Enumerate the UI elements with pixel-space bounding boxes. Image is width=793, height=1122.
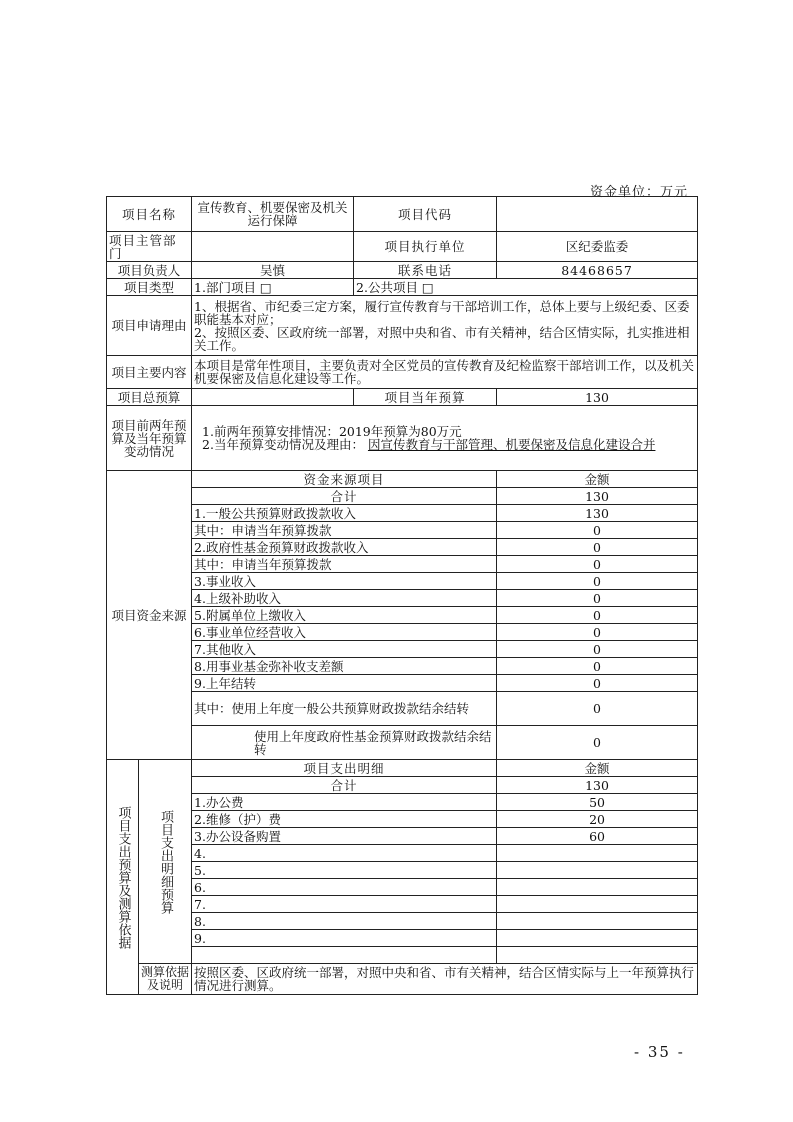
funding-item: 9.上年结转 xyxy=(192,675,497,692)
expense-item: 9. xyxy=(192,930,497,947)
total-budget-value xyxy=(192,389,354,406)
project-budget-form xyxy=(106,196,698,995)
row-project-name xyxy=(107,197,698,232)
reason-value xyxy=(192,296,698,356)
fund-unit-label: 资金单位：万元 xyxy=(590,185,689,200)
funding-row xyxy=(107,573,698,590)
expense-section-text: 项目支出预算及测算依据 xyxy=(115,805,131,949)
expense-amount: 60 xyxy=(497,828,698,845)
phone-value: 84468657 xyxy=(497,262,698,279)
funding-row xyxy=(107,675,698,692)
expense-amount xyxy=(497,845,698,862)
expense-row xyxy=(107,896,698,913)
project-type-label: 项目类型 xyxy=(107,279,192,296)
expense-row xyxy=(107,811,698,828)
expense-item: 8. xyxy=(192,913,497,930)
expense-row xyxy=(107,828,698,845)
row-main-content xyxy=(107,356,698,389)
funding-section-label: 项目资金来源 xyxy=(107,471,192,760)
funding-item: 其中：申请当年预算拨款 xyxy=(192,556,497,573)
row-project-type xyxy=(107,279,698,296)
budget-change-line-2 xyxy=(194,438,695,451)
funding-amount: 0 xyxy=(497,539,698,556)
funding-amount: 0 xyxy=(497,641,698,658)
project-name-value: 宣传教育、机要保密及机关运行保障 xyxy=(192,197,354,232)
exec-unit-label: 项目执行单位 xyxy=(354,232,497,262)
current-budget-value: 130 xyxy=(497,389,698,406)
funding-row xyxy=(107,607,698,624)
current-budget-label: 项目当年预算 xyxy=(354,389,497,406)
project-code-label: 项目代码 xyxy=(354,197,497,232)
funding-header-row xyxy=(107,471,698,488)
row-owner xyxy=(107,262,698,279)
budget-change-label: 项目前两年预算及当年预算变动情况 xyxy=(107,406,192,471)
exec-unit-value: 区纪委监委 xyxy=(497,232,698,262)
phone-label: 联系电话 xyxy=(354,262,497,279)
funding-amount: 0 xyxy=(497,607,698,624)
funding-row xyxy=(107,641,698,658)
department-value xyxy=(192,232,354,262)
expense-detail-text: 项目支出明细预算 xyxy=(158,809,173,914)
funding-amount: 0 xyxy=(497,556,698,573)
funding-row xyxy=(107,624,698,641)
funding-amount: 0 xyxy=(497,675,698,692)
expense-section-label xyxy=(107,760,139,995)
project-type-option-dept: 1.部门项目 □ xyxy=(192,279,354,296)
funding-item: 其中：使用上年度一般公共预算财政拨款结余结转 xyxy=(192,692,497,726)
expense-amount xyxy=(497,947,698,964)
funding-row xyxy=(107,522,698,539)
expense-row xyxy=(107,930,698,947)
funding-amount: 0 xyxy=(497,726,698,760)
expense-amount: 130 xyxy=(497,777,698,794)
expense-row xyxy=(107,862,698,879)
owner-value: 吴慎 xyxy=(192,262,354,279)
budget-change-prefix: 2.当年预算变动情况及理由： xyxy=(202,437,364,452)
budget-change-line-1: 1.前两年预算安排情况：2019年预算为80万元 xyxy=(202,424,462,439)
row-budget-change xyxy=(107,406,698,471)
expense-amount xyxy=(497,913,698,930)
funding-item: 5.附属单位上缴收入 xyxy=(192,607,497,624)
expense-item: 3.办公设备购置 xyxy=(192,828,497,845)
row-budget-total xyxy=(107,389,698,406)
expense-detail-label xyxy=(139,760,192,964)
expense-item: 合计 xyxy=(192,777,497,794)
funding-item: 合计 xyxy=(192,488,497,505)
expense-row xyxy=(107,879,698,896)
funding-amount: 0 xyxy=(497,692,698,726)
funding-item: 4.上级补助收入 xyxy=(192,590,497,607)
expense-amount xyxy=(497,862,698,879)
expense-item: 5. xyxy=(192,862,497,879)
funding-amount: 0 xyxy=(497,573,698,590)
calculation-basis-value: 按照区委、区政府统一部署，对照中央和省、市有关精神，结合区情实际与上一年预算执行情况进行测算。 xyxy=(192,964,698,995)
funding-item: 1.一般公共预算财政拨款收入 xyxy=(192,505,497,522)
funding-row xyxy=(107,539,698,556)
funding-col-amount: 金额 xyxy=(497,471,698,488)
expense-row xyxy=(107,794,698,811)
expense-item: 6. xyxy=(192,879,497,896)
expense-col-amount: 金额 xyxy=(497,760,698,777)
funding-row xyxy=(107,505,698,522)
row-calculation-basis xyxy=(107,964,698,995)
funding-row xyxy=(107,488,698,505)
funding-row xyxy=(107,658,698,675)
funding-item: 其中：申请当年预算拨款 xyxy=(192,522,497,539)
funding-row xyxy=(107,692,698,726)
expense-row xyxy=(107,845,698,862)
funding-amount: 0 xyxy=(497,522,698,539)
funding-item: 2.政府性基金预算财政拨款收入 xyxy=(192,539,497,556)
expense-row xyxy=(107,947,698,964)
funding-col-item: 资金来源项目 xyxy=(192,471,497,488)
funding-item: 7.其他收入 xyxy=(192,641,497,658)
funding-row xyxy=(107,556,698,573)
reason-line-2: 2、按照区委、区政府统一部署，对照中央和省、市有关精神，结合区情实际，扎实推进相关工作。 xyxy=(194,324,690,353)
row-department xyxy=(107,232,698,262)
expense-item: 2.维修（护）费 xyxy=(192,811,497,828)
department-label: 项目主管部门 xyxy=(107,232,192,262)
owner-label: 项目负责人 xyxy=(107,262,192,279)
expense-amount xyxy=(497,930,698,947)
total-budget-label: 项目总预算 xyxy=(107,389,192,406)
expense-row xyxy=(107,777,698,794)
page-number: - 35 - xyxy=(634,1043,685,1061)
main-content-value: 本项目是常年性项目，主要负责对全区党员的宣传教育及纪检监察干部培训工作，以及机关机要保密及信息化建设等工作。 xyxy=(192,356,698,389)
reason-line-1: 1、根据省、市纪委三定方案，履行宣传教育与干部培训工作，总体上要与上级纪委、区委职能基本对应； xyxy=(194,298,690,327)
funding-amount: 130 xyxy=(497,488,698,505)
funding-amount: 0 xyxy=(497,624,698,641)
funding-amount: 0 xyxy=(497,590,698,607)
calculation-basis-label: 测算依据及说明 xyxy=(139,964,192,995)
funding-row xyxy=(107,726,698,760)
funding-amount: 0 xyxy=(497,658,698,675)
expense-amount xyxy=(497,879,698,896)
funding-item: 6.事业单位经营收入 xyxy=(192,624,497,641)
expense-header-row xyxy=(107,760,698,777)
expense-amount: 20 xyxy=(497,811,698,828)
project-name-label: 项目名称 xyxy=(107,197,192,232)
expense-item: 4. xyxy=(192,845,497,862)
expense-amount: 50 xyxy=(497,794,698,811)
expense-amount xyxy=(497,896,698,913)
row-reason xyxy=(107,296,698,356)
funding-row xyxy=(107,590,698,607)
expense-row xyxy=(107,913,698,930)
funding-item: 使用上年度政府性基金预算财政拨款结余结转 xyxy=(192,726,497,760)
expense-item xyxy=(192,947,497,964)
expense-col-item: 项目支出明细 xyxy=(192,760,497,777)
funding-item: 3.事业收入 xyxy=(192,573,497,590)
funding-item: 8.用事业基金弥补收支差额 xyxy=(192,658,497,675)
budget-change-value xyxy=(192,406,698,471)
main-content-label: 项目主要内容 xyxy=(107,356,192,389)
project-type-option-public: 2.公共项目 □ xyxy=(354,279,698,296)
reason-label: 项目申请理由 xyxy=(107,296,192,356)
funding-amount: 130 xyxy=(497,505,698,522)
project-code-value xyxy=(497,197,698,232)
budget-change-reason: 因宣传教育与干部管理、机要保密及信息化建设合并 xyxy=(367,437,656,452)
expense-item: 7. xyxy=(192,896,497,913)
expense-item: 1.办公费 xyxy=(192,794,497,811)
